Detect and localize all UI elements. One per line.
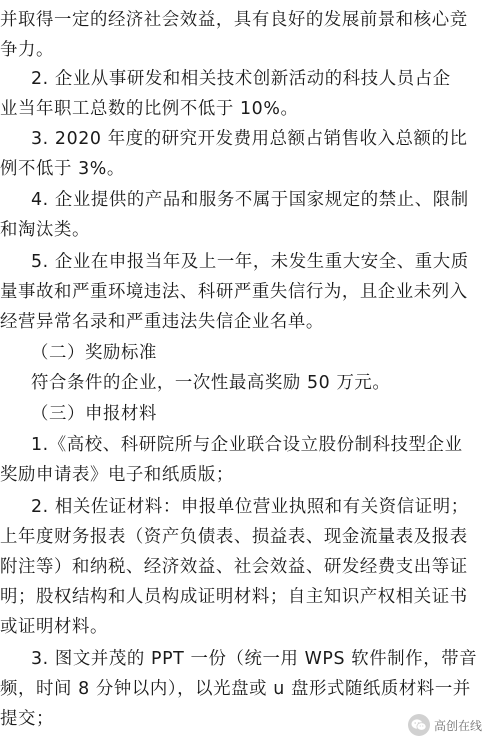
text-line: 明；股权结构和人员构成证明材料；自主知识产权相关证书 <box>0 587 468 607</box>
text-line: 上年度财务报表（资产负债表、损益表、现金流量表及报表 <box>0 527 468 547</box>
source-watermark <box>408 712 482 738</box>
wechat-icon <box>408 714 430 736</box>
section-heading: （二）奖励标准 <box>31 343 157 363</box>
text-line: 2. 企业从事研发和相关技术创新活动的科技人员占企 <box>31 69 451 89</box>
text-line: 5. 企业在申报当年及上一年，未发生重大安全、重大质 <box>31 252 469 272</box>
text-line: 并取得一定的经济社会效益，具有良好的发展前景和核心竞 <box>0 10 468 30</box>
text-line: 经营异常名录和严重违法失信企业名单。 <box>0 312 324 332</box>
text-line: 或证明材料。 <box>0 617 108 637</box>
text-line: 提交； <box>0 709 54 729</box>
text-line: 量事故和严重环境违法、科研严重失信行为，且企业未列入 <box>0 282 468 302</box>
section-heading: （三）申报材料 <box>31 404 157 424</box>
text-line: 3. 2020 年度的研究开发费用总额占销售收入总额的比 <box>31 129 468 149</box>
text-line: 符合条件的企业，一次性最高奖励 50 万元。 <box>31 373 391 393</box>
text-line: 频，时间 8 分钟以内），以光盘或 u 盘形式随纸质材料一并 <box>0 679 471 699</box>
text-line: 2. 相关佐证材料：申报单位营业执照和有关资信证明； <box>31 497 469 517</box>
text-line: 奖励申请表》电子和纸质版； <box>0 465 234 485</box>
watermark-text: 高创在线 <box>434 718 483 733</box>
text-line: 和淘汰类。 <box>0 220 90 240</box>
text-line: 业当年职工总数的比例不低于 10%。 <box>0 99 299 119</box>
text-line: 例不低于 3%。 <box>0 159 125 179</box>
text-line: 争力。 <box>0 40 54 60</box>
text-line: 附注等）和纳税、经济效益、社会效益、研发经费支出等证 <box>0 557 468 577</box>
text-line: 4. 企业提供的产品和服务不属于国家规定的禁止、限制 <box>31 190 469 210</box>
text-line: 3. 图文并茂的 PPT 一份（统一用 WPS 软件制作，带音 <box>31 649 478 669</box>
text-line: 1.《高校、科研院所与企业联合设立股份制科技型企业 <box>31 435 463 455</box>
